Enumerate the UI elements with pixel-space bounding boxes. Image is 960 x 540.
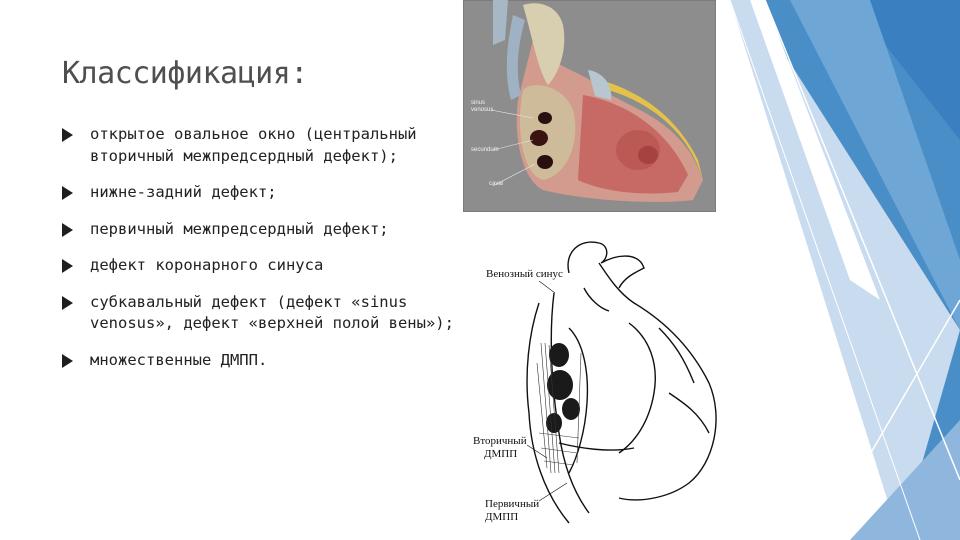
list-item: дефект коронарного синуса — [62, 255, 462, 277]
label-primary-asd-line1: Первичный — [485, 498, 540, 510]
label-secundum: secundum — [471, 147, 499, 153]
label-secondary-asd-line2: ДМПП — [484, 448, 518, 460]
list-item: нижне-задний дефект; — [62, 182, 462, 204]
bullet-arrow-icon — [62, 128, 73, 142]
list-item: множественные ДМПП. — [62, 350, 462, 372]
classification-list — [62, 124, 462, 386]
list-item: первичный межпредсердный дефект; — [62, 219, 462, 241]
heart-sketch — [459, 233, 748, 529]
label-caval: caval — [489, 181, 504, 187]
bullet-arrow-icon — [62, 296, 73, 310]
label-secondary-asd-line1: Вторичный — [473, 435, 527, 447]
label-sinus: sinus — [471, 100, 486, 106]
heart-photo — [463, 0, 716, 212]
slide-title: Классификация: — [62, 56, 308, 91]
bullet-arrow-icon — [62, 186, 73, 200]
bullet-arrow-icon — [62, 223, 73, 237]
label-venosus: venosus — [471, 107, 494, 113]
bullet-arrow-icon — [62, 354, 73, 368]
decorative-panels — [730, 0, 960, 540]
label-primary-asd-line2: ДМПП — [485, 511, 519, 523]
bullet-arrow-icon — [62, 259, 73, 273]
list-item: субкавальный дефект (дефект «sinus venosus», дефект «верхней полой вены»); — [62, 292, 462, 335]
list-item: открытое овальное окно (центральный вторичный межпредсердный дефект); — [62, 124, 462, 167]
label-venous-sinus: Венозный синус — [486, 268, 563, 280]
